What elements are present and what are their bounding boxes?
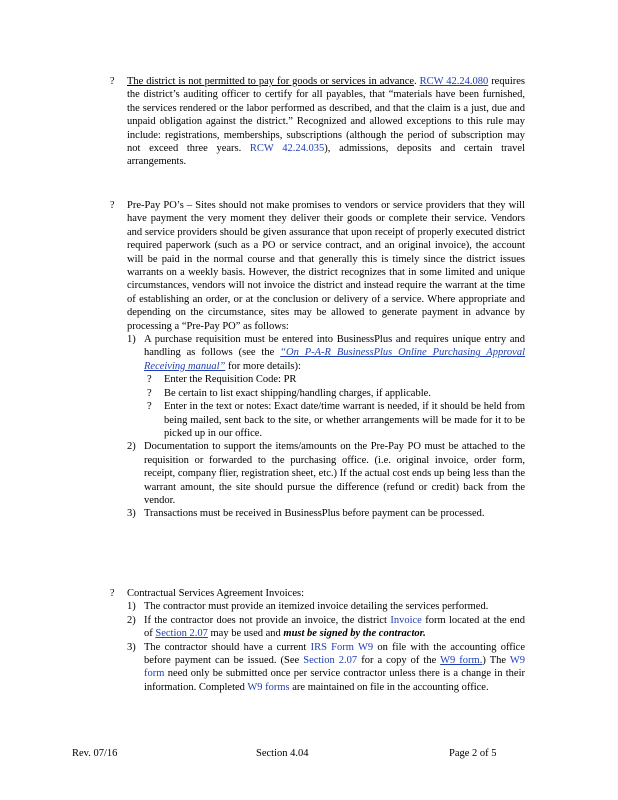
- subitem: [144, 387, 525, 400]
- footer-section: Section 4.04: [256, 748, 309, 759]
- step-number: 3): [127, 508, 136, 520]
- sub-bullet: ?: [147, 387, 152, 399]
- sub-bullet: ?: [147, 374, 152, 386]
- w9-form-link[interactable]: W9 form.: [440, 655, 483, 667]
- par-manual-link[interactable]: “On P-A-R BusinessPlus Online Purchasing Approval Receiving manual”: [144, 347, 525, 372]
- item-3-text-d: ) The: [482, 655, 507, 667]
- contractual-title: Contractual Services Agreement Invoices:: [127, 588, 304, 599]
- invoice-form-link[interactable]: Invoice: [390, 614, 422, 626]
- subitem-text: Enter in the text or notes: Exact date/time warrant is needed, if it should be held from being mailed, sent back to the site, or whether arrangements will be made for it to be picked up in our office.: [164, 401, 525, 439]
- subitem-text: Be certain to list exact shipping/handling charges, if applicable.: [164, 387, 431, 399]
- step-1-text: A purchase requisition must be entered into BusinessPlus and requires unique entry and handling as follows (see the: [144, 334, 525, 359]
- w9-form-link-2[interactable]: W9 form: [144, 655, 526, 680]
- item-number: 3): [127, 641, 136, 653]
- footer-revision: Rev. 07/16: [72, 748, 118, 759]
- item-number: 1): [127, 601, 136, 613]
- prepay-steps: [127, 333, 525, 521]
- contractual-item-3: [127, 641, 525, 695]
- item-2-emphasis: must be signed by the contractor.: [283, 628, 426, 640]
- item-3-text-e: need only be submitted once per service contractor unless there is a change in their information. Completed: [144, 668, 525, 693]
- contractual-item-2: [127, 614, 525, 641]
- section-2-07-link-2[interactable]: Section 2.07: [303, 655, 358, 667]
- step-1-subitems: [144, 373, 525, 440]
- contractual-items: [127, 600, 525, 694]
- item-2-text-c: may be used and: [210, 628, 281, 640]
- prepay-intro: Pre-Pay PO’s – Sites should not make promises to vendors or service providers that they will have payment the very moment they deliver their goods or complete their service. Vendors and service providers should be given assurance that upon receipt of properly executed district required paperwork (such as a PO or service contract, and an original invoice), the account will be paid in the normal course and that generally this is timely since the district issues warrants on a weekly basis. However, the district recognizes that in some limited and unique circumstances, vendors will not invoice the district and instead require the warrant at the time of establishing an order, or at the conclusion or delivery of a service. Where appropriate and depending on the circumstance, sites may be allowed to generate payment in advance by processing a “Pre-Pay PO” as follows:: [127, 200, 525, 332]
- advance-title: The district is not permitted to pay for goods or services in advance: [127, 76, 415, 87]
- item-1-text: The contractor must provide an itemized invoice detailing the services performed.: [144, 601, 489, 613]
- step-2-text: Documentation to support the items/amounts on the Pre-Pay PO must be attached to the requisition or forwarded to the purchasing office. (i.e. original invoice, order form, receipt, company flier, registration sheet, etc.) If the actual cost ends up being less than the warrant amount, the site should pursue the difference (refund or credit) back from the vendor.: [144, 441, 525, 506]
- section-2-07-link[interactable]: Section 2.07: [155, 628, 208, 640]
- step-3-text: Transactions must be received in BusinessPlus before payment can be processed.: [144, 508, 485, 520]
- item-number: 2): [127, 614, 136, 626]
- item-3-text-b: on file with the accounting office before payment can be issued. (See: [144, 641, 525, 667]
- subitem: [144, 400, 525, 440]
- contractual-item-1: [127, 600, 525, 613]
- step-number: 1): [127, 334, 136, 346]
- bullet-prepay: ?: [110, 200, 115, 211]
- footer-page-number: Page 2 of 5: [449, 748, 497, 759]
- section-prepay: [127, 199, 525, 521]
- rcw-42-24-035-link[interactable]: RCW 42.24.035: [249, 143, 325, 155]
- prepay-step-3: [127, 507, 525, 520]
- section-advance: The district is not permitted to pay for goods or services in advance. RCW 42.24.080 requires the district’s auditing officer to certify for all payables, that “materials have been furnished, the services rendered or the labor performed as described, and that the claim is a just, due and unpaid obligation against the district.” Recognized and allowed exceptions to this rule may include: registrations, memberships, subscriptions (although the period of subscription may not exceed three years. RCW 42.24.035), admissions, deposits and certain travel arrangements.: [127, 76, 526, 168]
- sub-bullet: ?: [147, 401, 152, 413]
- bullet-advance: ?: [110, 76, 115, 87]
- advance-body-2: ), admissions, deposits and certain travel arrangements.: [127, 143, 525, 168]
- prepay-step-1: [127, 333, 525, 440]
- prepay-step-2: [127, 440, 525, 507]
- irs-form-w9-link[interactable]: IRS Form W9: [310, 641, 374, 653]
- item-3-text-a: The contractor should have a current: [144, 641, 307, 653]
- section-contractual: [127, 587, 525, 694]
- item-3-text-f: are maintained on file in the accounting office.: [292, 681, 489, 693]
- item-3-text-c: for a copy of the: [361, 655, 437, 667]
- w9-forms-link[interactable]: W9 forms: [247, 681, 290, 693]
- bullet-contractual: ?: [110, 588, 115, 599]
- advance-body-1: requires the district’s auditing officer to certify for all payables, that “materials have been furnished, the services rendered or the labor performed as described, and that the claim is a just, due and unpaid obligation against the district.” Recognized and allowed exceptions to this rule may include: registrations, memberships, subscriptions (although the period of subscription may not exceed three years.: [127, 76, 526, 155]
- step-number: 2): [127, 441, 136, 453]
- subitem: [144, 373, 525, 386]
- rcw-42-24-080-link[interactable]: RCW 42.24.080: [419, 76, 489, 87]
- subitem-text: Enter the Requisition Code: PR: [164, 374, 297, 386]
- item-2-text-a: If the contractor does not provide an invoice, the district: [144, 614, 387, 626]
- step-1-text-b: for more details):: [227, 360, 301, 372]
- item-2-text-b: form located at the end of: [144, 614, 526, 640]
